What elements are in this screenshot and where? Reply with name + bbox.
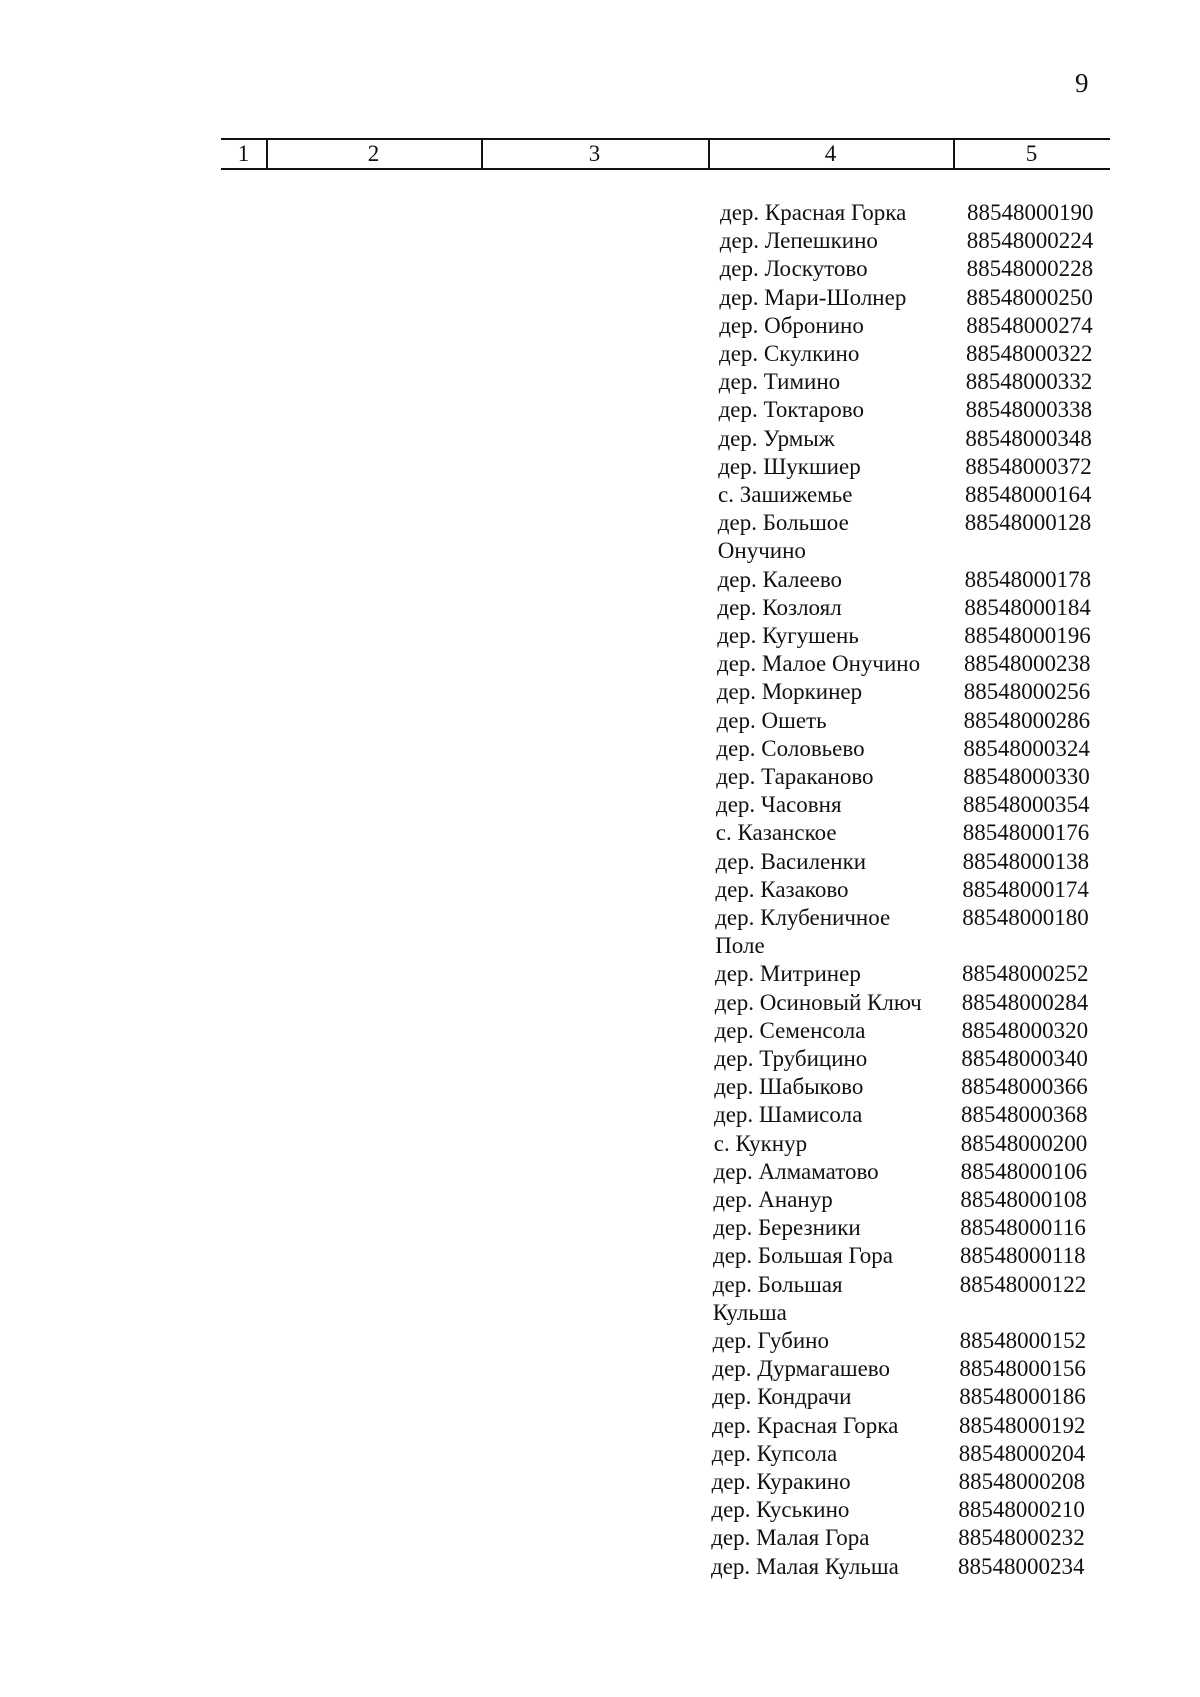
settlement-name: дер. Козлоял: [717, 594, 842, 620]
settlement-name: дер. Семенсола: [714, 1017, 866, 1043]
settlement-code: 88548000210: [958, 1497, 1085, 1523]
settlement-name: дер. Моркинер: [716, 679, 863, 705]
settlement-code: 88548000322: [966, 341, 1093, 366]
settlement-name: дер. Красная Горка: [712, 1412, 899, 1438]
settlement-name: дер. Соловьево: [716, 735, 865, 761]
settlement-code: 88548000200: [960, 1130, 1088, 1156]
settlement-code: 88548000122: [959, 1271, 1087, 1297]
settlement-name: дер. Шабыково: [714, 1074, 864, 1100]
settlement-code: 88548000368: [961, 1102, 1088, 1128]
settlement-code: 88548000152: [959, 1328, 1087, 1353]
column-header-table: [221, 138, 1110, 170]
settlement-name: дер. Шамисола: [714, 1102, 863, 1128]
settlement-name: дер. Дурмагашево: [712, 1356, 891, 1382]
settlement-code: 88548000256: [963, 679, 1091, 705]
settlement-name: дер. Красная Горка: [720, 200, 907, 225]
settlement-code: 88548000156: [959, 1356, 1086, 1382]
settlement-code: 88548000366: [961, 1074, 1088, 1100]
settlement-name: дер. Лепешкино: [719, 228, 878, 254]
settlement-code: 88548000204: [958, 1440, 1086, 1466]
settlement-code: 88548000118: [960, 1243, 1086, 1269]
settlement-code: 88548000320: [961, 1017, 1089, 1043]
column-header-4: 4: [824, 141, 837, 166]
settlement-name: дер. Василенки: [715, 848, 867, 874]
settlement-name: дер. Большая Гора: [713, 1243, 894, 1269]
settlement-code: 88548000116: [960, 1215, 1086, 1241]
settlement-name: с. Зашижемье: [718, 482, 853, 507]
settlement-code: 88548000208: [958, 1469, 1086, 1494]
page-number: 9: [1075, 68, 1089, 98]
settlement-code: 88548000330: [963, 764, 1090, 789]
settlement-name: дер. Митринер: [715, 961, 861, 987]
settlement-name: дер. Березники: [713, 1215, 861, 1241]
settlement-code: 88548000176: [962, 820, 1090, 846]
column-header-3: 3: [588, 141, 601, 166]
settlement-name: дер. Большая Кульша: [712, 1271, 843, 1325]
settlement-name: дер. Куськино: [711, 1497, 850, 1523]
settlement-name: дер. Ананур: [713, 1187, 833, 1212]
settlement-code: 88548000180: [962, 905, 1089, 930]
settlement-code: 88548000286: [963, 707, 1091, 733]
settlement-code: 88548000284: [961, 989, 1089, 1015]
settlement-name: дер. Малая Гора: [711, 1525, 870, 1551]
settlement-code: 88548000224: [966, 228, 1094, 254]
settlement-code: 88548000164: [965, 482, 1092, 507]
settlement-code: 88548000232: [958, 1525, 1085, 1551]
column-header-2: 2: [367, 141, 380, 166]
settlement-code: 88548000234: [958, 1553, 1085, 1579]
settlement-name: дер. Скулкино: [719, 341, 860, 366]
settlement-name: дер. Осиновый Ключ: [714, 989, 922, 1015]
settlement-code: 88548000178: [964, 566, 1092, 592]
settlement-name: дер. Малая Кульша: [711, 1553, 899, 1579]
settlement-name: дер. Калеево: [717, 566, 843, 592]
settlement-name: дер. Клубеничное Поле: [715, 905, 891, 958]
settlement-code: 88548000340: [961, 1046, 1088, 1071]
settlement-name: дер. Мари-Шолнер: [719, 284, 907, 310]
settlement-code: 88548000250: [966, 284, 1093, 310]
settlement-name: дер. Кугушень: [717, 623, 859, 648]
settlement-name: дер. Губино: [712, 1328, 829, 1353]
settlement-name: дер. Куракино: [711, 1469, 851, 1494]
column-header-1: 1: [237, 141, 250, 166]
settlement-code: 88548000174: [962, 876, 1089, 902]
settlement-name: дер. Тараканово: [716, 764, 874, 789]
settlement-name: дер. Казаково: [715, 876, 849, 902]
settlement-name: с. Казанское: [715, 820, 837, 846]
settlement-code: 88548000372: [965, 453, 1092, 479]
settlement-name: дер. Купсола: [711, 1440, 838, 1466]
settlement-code: 88548000108: [960, 1187, 1087, 1212]
settlement-code: 88548000354: [963, 792, 1090, 818]
settlement-name: дер. Большое Онучино: [717, 510, 849, 564]
settlement-name: дер. Токтарово: [718, 397, 864, 423]
settlement-code: 88548000274: [966, 312, 1093, 338]
settlement-code: 88548000252: [962, 961, 1089, 987]
settlement-code: 88548000338: [965, 397, 1093, 423]
settlement-code: 88548000128: [964, 510, 1092, 536]
settlement-code: 88548000324: [963, 735, 1090, 761]
settlement-name: с. Кукнур: [713, 1130, 808, 1156]
settlement-name: дер. Тимино: [718, 369, 841, 395]
settlement-code: 88548000184: [964, 594, 1091, 620]
settlement-code: 88548000196: [964, 623, 1091, 648]
settlement-code: 88548000106: [960, 1158, 1088, 1184]
settlement-name: дер. Трубицино: [714, 1046, 868, 1071]
settlement-name: дер. Ошеть: [716, 707, 827, 733]
settlement-name: дер. Алмаматово: [713, 1158, 879, 1184]
settlement-name: дер. Обронино: [719, 312, 864, 338]
settlement-code: 88548000348: [965, 425, 1092, 451]
settlement-code: 88548000332: [965, 369, 1093, 395]
settlement-code: 88548000186: [959, 1384, 1086, 1410]
settlement-name: дер. Часовня: [716, 792, 842, 818]
settlement-code: 88548000190: [967, 200, 1094, 225]
settlement-name: дер. Малое Онучино: [717, 651, 921, 677]
settlement-name: дер. Шукшиер: [718, 453, 861, 479]
settlement-code: 88548000238: [964, 651, 1091, 677]
settlement-code: 88548000228: [966, 256, 1094, 282]
settlement-code: 88548000192: [959, 1412, 1086, 1438]
settlement-name: дер. Кондрачи: [712, 1384, 852, 1410]
settlement-name: дер. Лоскутово: [719, 256, 868, 282]
column-header-5: 5: [1025, 141, 1038, 166]
settlement-code: 88548000138: [962, 848, 1090, 874]
settlement-name: дер. Урмыж: [718, 425, 835, 451]
